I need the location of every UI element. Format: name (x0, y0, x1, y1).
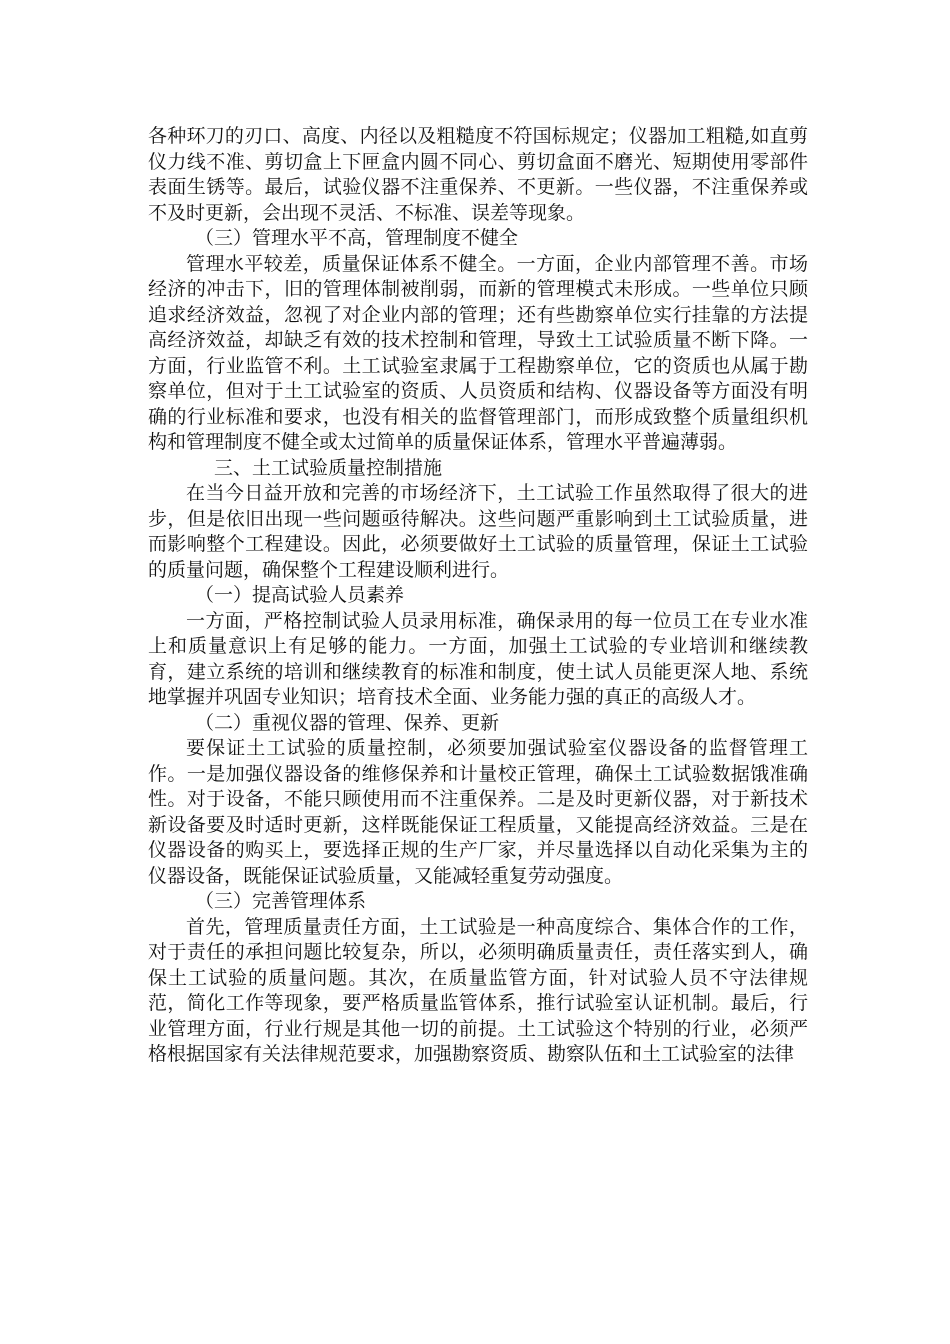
paragraph: 一方面，严格控制试验人员录用标准，确保录用的每一位员工在专业水准上和质量意识上有足够的能力。一方面，加强土工试验的专业培训和继续教育，建立系统的培训和继续教育的标准和制度，使土试人员能更深人地、系统地掌握并巩固专业知识；培育技术全面、业务能力强的真正的高级人才。 (148, 609, 808, 708)
section-heading-system: （三）完善管理体系 (195, 890, 367, 912)
paragraph: 管理水平较差，质量保证体系不健全。一方面，企业内部管理不善。市场经济的冲击下，旧的管理体制被削弱，而新的管理模式未形成。一些单位只顾追求经济效益，忽视了对企业内部的管理；还有些勘察单位实行挂靠的方法提高经济效益，却缺乏有效的技术控制和管理，导致土工试验质量不断下降。一方面，行业监管不利。土工试验室隶属于工程勘察单位，它的资质也从属于勘察单位，但对于土工试验室的资质、人员资质和结构、仪器设备等方面没有明确的行业标准和要求，也没有相关的监督管理部门，而形成致整个质量组织机构和管理制度不健全或太过简单的质量保证体系，管理水平普遍薄弱。 (148, 252, 808, 453)
chapter-heading-control-measures: 三、土工试验质量控制措施 (214, 456, 443, 479)
paragraph: 要保证土工试验的质量控制，必须要加强试验室仪器设备的监督管理工作。一是加强仪器设备的维修保养和计量校正管理，确保土工试验数据饿准确性。对于设备，不能只顾使用而不注重保养。二是及时更新仪器，对于新技术新设备要及时适时更新，这样既能保证工程质量，又能提高经济效益。三是在仪器设备的购买上，要选择正规的生产厂家，并尽量选择以自动化采集为主的仪器设备，既能保证试验质量，又能减轻重复劳动强度。 (148, 737, 808, 887)
section-heading-personnel: （一）提高试验人员素养 (195, 584, 405, 606)
paragraph: 首先，管理质量责任方面，土工试验是一种高度综合、集体合作的工作，对于责任的承担问题比较复杂，所以，必须明确质量责任，责任落实到人，确保土工试验的质量问题。其次，在质量监管方面，针对试验人员不守法律规范，简化工作等现象，要严格质量监管体系，推行试验室认证机制。最后，行业管理方面，行业行规是其他一切的前提。土工试验这个特别的行业，必须严格根据国家有关法律规范要求，加强勘察资质、勘察队伍和土工试验室的法律 (148, 915, 808, 1065)
paragraph-continuation: 各种环刀的刃口、高度、内径以及粗糙度不符国标规定；仪器加工粗糙,如直剪仪力线不准、剪切盒上下匣盒内圆不同心、剪切盒面不磨光、短期使用零部件表面生锈等。最后，试验仪器不注重保养、不更新。一些仪器，不注重保养或不及时更新，会出现不灵活、不标准、误差等现象。 (148, 125, 808, 224)
paragraph: 在当今日益开放和完善的市场经济下，土工试验工作虽然取得了很大的进步，但是依旧出现一些问题亟待解决。这些问题严重影响到土工试验质量，进而影响整个工程建设。因此，必须要做好土工试验的质量管理，保证土工试验的质量问题，确保整个工程建设顺利进行。 (148, 482, 808, 581)
document-body (148, 124, 808, 1068)
section-heading-instruments: （二）重视仪器的管理、保养、更新 (195, 711, 500, 734)
section-heading-management: （三）管理水平不高，管理制度不健全 (195, 227, 519, 249)
